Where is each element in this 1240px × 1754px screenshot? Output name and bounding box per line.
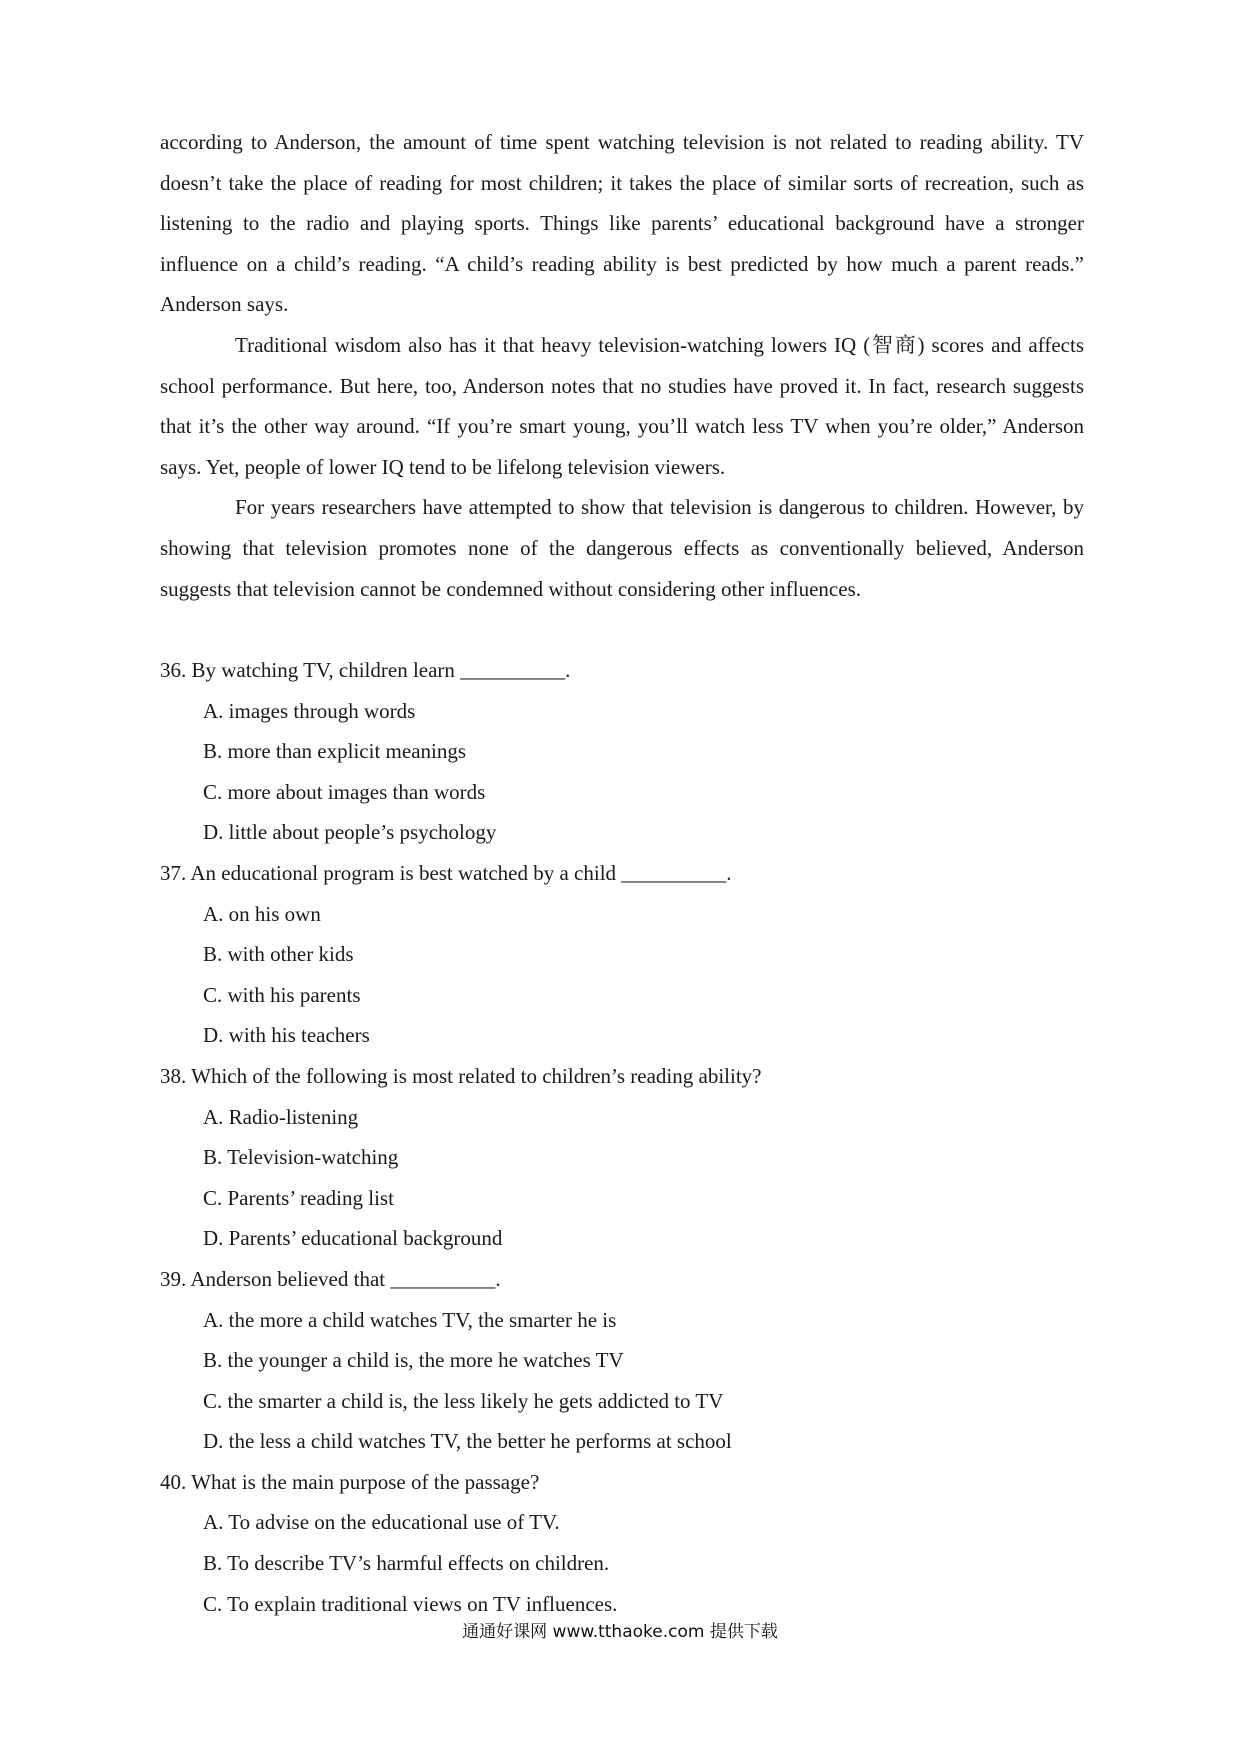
passage-paragraph: Traditional wisdom also has it that heavy television-watching lowers IQ (智商) scores and affects school performance. But here, too, Anderson notes that no studies have proved it. In fact, research suggests that it’s the other way around. “If you’re smart young, you’ll watch less TV when you’re older,” Anderson says. Yet, people of lower IQ tend to be lifelong television viewers. [160,332,1084,479]
answer-option: B. To describe TV’s harmful effects on children. [203,1551,610,1576]
question-stem: 39. Anderson believed that __________. [160,1266,501,1291]
question-40 [160,1462,1084,1624]
question-list [160,650,1084,1624]
question-stem: 37. An educational program is best watched by a child __________. [160,860,732,885]
question-stem: 38. Which of the following is most related to children’s reading ability? [160,1063,762,1088]
answer-option: A. images through words [203,698,416,723]
answer-option: A. the more a child watches TV, the smarter he is [203,1307,617,1332]
answer-option: A. Radio-listening [203,1104,359,1129]
answer-option: D. the less a child watches TV, the better he performs at school [203,1429,732,1454]
answer-option: C. with his parents [203,982,361,1007]
page-footer: 通通好课网 www.tthaoke.com 提供下载 [462,1622,778,1642]
question-37 [160,853,1084,1056]
question-38 [160,1056,1084,1259]
answer-option: C. more about images than words [203,779,486,804]
question-stem: 36. By watching TV, children learn __________. [160,658,571,682]
answer-option: A. To advise on the educational use of TV. [203,1510,560,1535]
passage-paragraph: For years researchers have attempted to show that television is dangerous to children. However, by showing that television promotes none of the dangerous effects as conventionally believed, Anderson suggests that television cannot be condemned without considering other influences. [160,495,1084,601]
answer-option: B. the younger a child is, the more he watches TV [203,1348,624,1373]
answer-option: D. little about people’s psychology [203,820,497,845]
answer-option: D. with his teachers [203,1023,370,1048]
answer-option: C. the smarter a child is, the less likely he gets addicted to TV [203,1388,724,1413]
answer-option: B. Television-watching [203,1145,399,1170]
answer-option: C. To explain traditional views on TV influences. [203,1591,618,1616]
question-stem: 40. What is the main purpose of the passage? [160,1469,540,1494]
question-39 [160,1259,1084,1462]
question-36 [160,650,1084,853]
answer-option: B. more than explicit meanings [203,739,467,764]
answer-option: C. Parents’ reading list [203,1185,394,1210]
passage-paragraph: according to Anderson, the amount of time spent watching television is not related to reading ability. TV doesn’t take the place of reading for most children; it takes the place of similar sorts of recreation, such as listening to the radio and playing sports. Things like parents’ educational background have a stronger influence on a child’s reading. “A child’s reading ability is best predicted by how much a parent reads.” Anderson says. [160,130,1084,317]
answer-option: A. on his own [203,901,321,926]
answer-option: D. Parents’ educational background [203,1226,503,1251]
answer-option: B. with other kids [203,942,354,967]
reading-passage [160,122,1084,609]
